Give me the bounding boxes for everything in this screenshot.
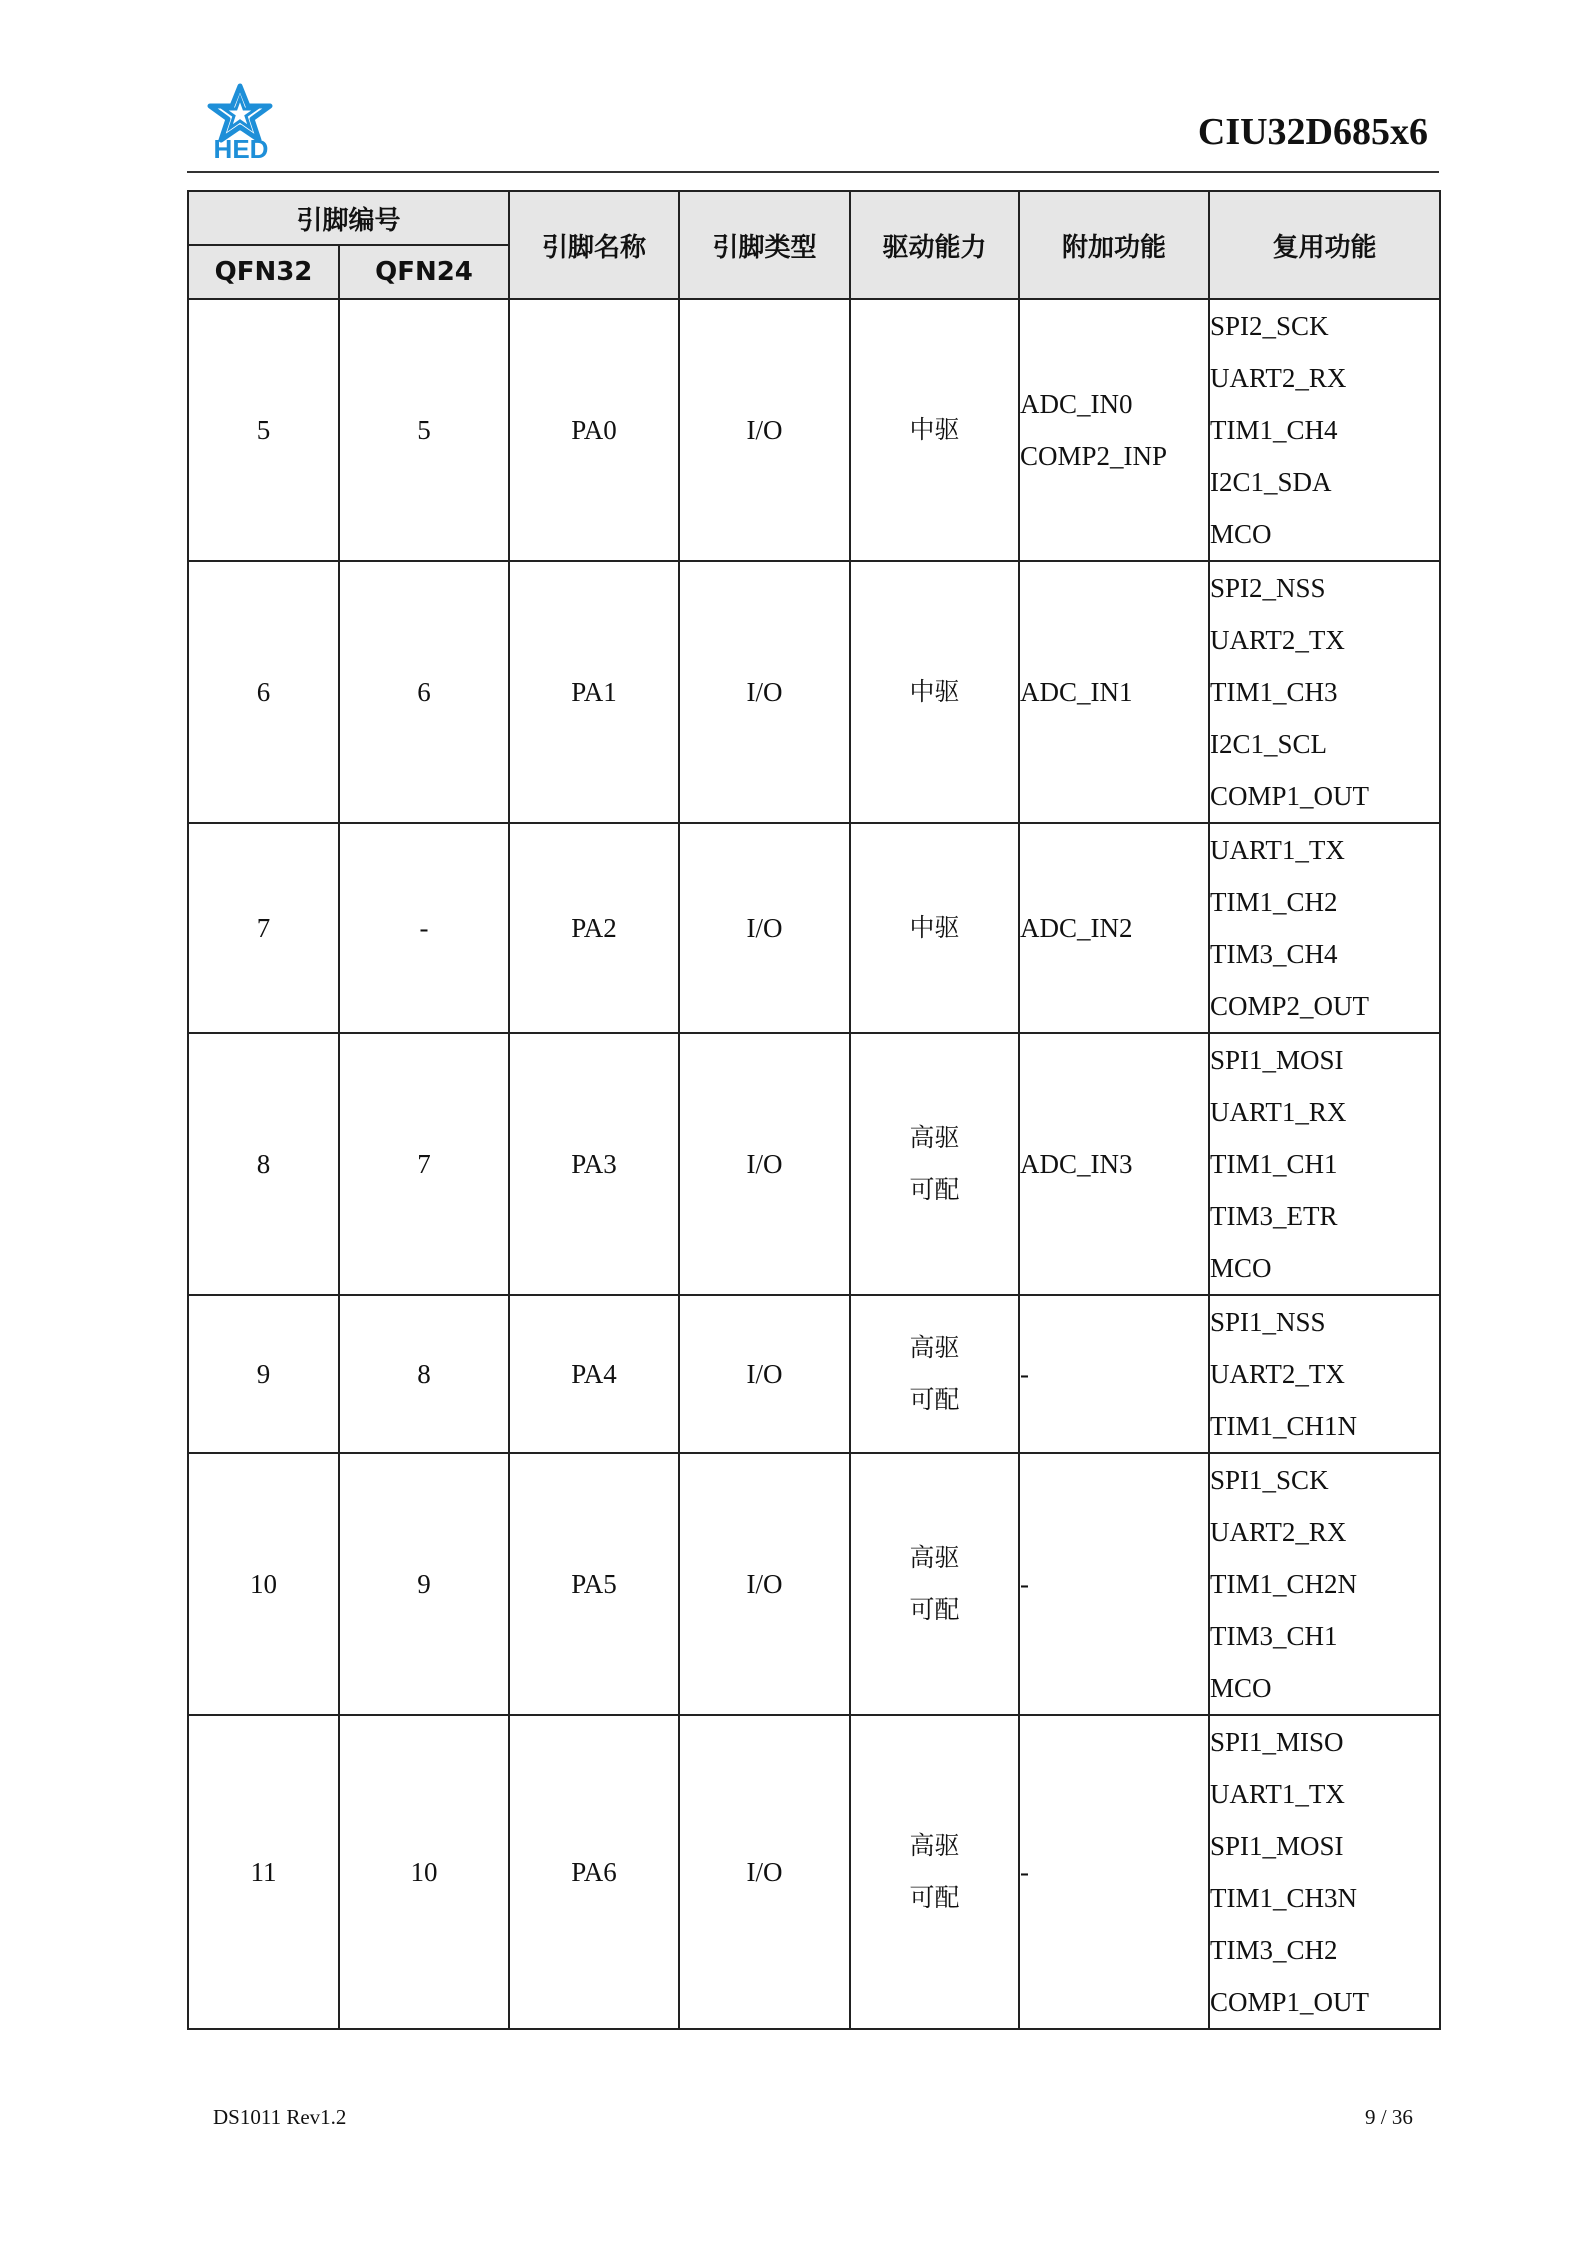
table-row: [188, 561, 1440, 823]
drive-line: 可配: [909, 1175, 960, 1204]
alternate-line: SPI1_SCK: [1210, 1465, 1329, 1495]
drive-line: 高驱: [909, 1123, 960, 1152]
alternate-line: UART2_TX: [1210, 1359, 1345, 1389]
drive-line: 可配: [909, 1883, 960, 1912]
drive-line: 高驱: [909, 1333, 960, 1362]
cell-pin-type: I/O: [679, 1033, 850, 1295]
alternate-line: TIM1_CH3: [1210, 677, 1338, 707]
additional-line: ADC_IN1: [1020, 677, 1133, 707]
alternate-line: TIM3_CH1: [1210, 1621, 1338, 1651]
cell-drive: [850, 1453, 1019, 1715]
alternate-line: UART2_RX: [1210, 1517, 1347, 1547]
drive-line: 中驱: [909, 677, 960, 706]
cell-drive: [850, 561, 1019, 823]
drive-line: 高驱: [909, 1831, 960, 1860]
drive-line: 高驱: [909, 1543, 960, 1572]
footer-doc-id: DS1011 Rev1.2: [213, 2105, 347, 2129]
cell-qfn32: 7: [188, 823, 339, 1033]
cell-alternate: [1209, 1715, 1440, 2029]
logo-text: HED: [213, 134, 269, 164]
cell-pin-name: PA5: [509, 1453, 679, 1715]
alternate-line: SPI1_MOSI: [1210, 1045, 1344, 1075]
cell-qfn32: 9: [188, 1295, 339, 1453]
alternate-line: TIM1_CH1: [1210, 1149, 1338, 1179]
drive-line: 中驱: [909, 415, 960, 444]
alternate-line: TIM1_CH1N: [1210, 1411, 1358, 1441]
drive-line: 可配: [909, 1595, 960, 1624]
additional-line: ADC_IN3: [1020, 1149, 1133, 1179]
cell-pin-type: I/O: [679, 1453, 850, 1715]
alternate-line: MCO: [1210, 1673, 1272, 1703]
cell-pin-name: PA1: [509, 561, 679, 823]
table-row: [188, 1033, 1440, 1295]
header-pin-name: 引脚名称: [509, 191, 679, 299]
table-row: [188, 299, 1440, 561]
cell-qfn24: 8: [339, 1295, 509, 1453]
cell-alternate: [1209, 299, 1440, 561]
cell-qfn32: 8: [188, 1033, 339, 1295]
cell-alternate: [1209, 823, 1440, 1033]
document-title: CIU32D685x6: [1197, 111, 1428, 153]
cell-qfn24: 9: [339, 1453, 509, 1715]
cell-pin-type: I/O: [679, 823, 850, 1033]
alternate-line: UART1_RX: [1210, 1097, 1347, 1127]
drive-line: 可配: [909, 1385, 960, 1414]
alternate-line: I2C1_SDA: [1210, 467, 1332, 497]
alternate-line: SPI2_NSS: [1210, 573, 1326, 603]
cell-alternate: [1209, 1033, 1440, 1295]
alternate-line: COMP1_OUT: [1210, 781, 1370, 811]
cell-additional: [1019, 1295, 1209, 1453]
alternate-line: MCO: [1210, 519, 1272, 549]
cell-additional: [1019, 1033, 1209, 1295]
additional-line: -: [1020, 1359, 1030, 1389]
header-additional: 附加功能: [1019, 191, 1209, 299]
drive-line: 中驱: [909, 913, 960, 942]
table-row: [188, 1295, 1440, 1453]
alternate-line: SPI1_NSS: [1210, 1307, 1326, 1337]
cell-additional: [1019, 1715, 1209, 2029]
additional-line: ADC_IN2: [1020, 913, 1133, 943]
cell-qfn32: 10: [188, 1453, 339, 1715]
header-divider: [187, 171, 1439, 173]
alternate-line: COMP2_OUT: [1210, 991, 1370, 1021]
alternate-line: SPI2_SCK: [1210, 311, 1329, 341]
cell-alternate: [1209, 1295, 1440, 1453]
cell-additional: [1019, 823, 1209, 1033]
alternate-line: TIM3_CH4: [1210, 939, 1338, 969]
cell-drive: [850, 299, 1019, 561]
alternate-line: SPI1_MOSI: [1210, 1831, 1344, 1861]
cell-pin-type: I/O: [679, 1295, 850, 1453]
cell-additional: [1019, 1453, 1209, 1715]
pin-definition-table: [187, 190, 1441, 2030]
header-pin-type: 引脚类型: [679, 191, 850, 299]
cell-additional: [1019, 299, 1209, 561]
alternate-line: TIM3_ETR: [1210, 1201, 1338, 1231]
cell-drive: [850, 823, 1019, 1033]
cell-alternate: [1209, 561, 1440, 823]
alternate-line: TIM3_CH2: [1210, 1935, 1338, 1965]
cell-alternate: [1209, 1453, 1440, 1715]
cell-pin-type: I/O: [679, 1715, 850, 2029]
alternate-line: UART2_RX: [1210, 363, 1347, 393]
alternate-line: SPI1_MISO: [1210, 1727, 1344, 1757]
cell-qfn24: -: [339, 823, 509, 1033]
alternate-line: UART1_TX: [1210, 835, 1345, 865]
cell-pin-name: PA3: [509, 1033, 679, 1295]
cell-drive: [850, 1715, 1019, 2029]
table-row: [188, 1715, 1440, 2029]
additional-line: -: [1020, 1569, 1030, 1599]
alternate-line: UART1_TX: [1210, 1779, 1345, 1809]
header-pin-number: 引脚编号: [188, 191, 509, 245]
footer-page-number: 9 / 36: [1365, 2105, 1413, 2129]
cell-qfn24: 6: [339, 561, 509, 823]
cell-qfn24: 5: [339, 299, 509, 561]
cell-qfn32: 6: [188, 561, 339, 823]
cell-additional: [1019, 561, 1209, 823]
cell-pin-name: PA2: [509, 823, 679, 1033]
cell-pin-type: I/O: [679, 299, 850, 561]
cell-qfn24: 7: [339, 1033, 509, 1295]
cell-pin-name: PA0: [509, 299, 679, 561]
alternate-line: I2C1_SCL: [1210, 729, 1328, 759]
alternate-line: TIM1_CH3N: [1210, 1883, 1358, 1913]
alternate-line: COMP1_OUT: [1210, 1987, 1370, 2017]
cell-drive: [850, 1295, 1019, 1453]
header-alternate: 复用功能: [1209, 191, 1440, 299]
table-row: [188, 1453, 1440, 1715]
table-row: [188, 823, 1440, 1033]
cell-drive: [850, 1033, 1019, 1295]
alternate-line: TIM1_CH4: [1210, 415, 1338, 445]
alternate-line: MCO: [1210, 1253, 1272, 1283]
header-qfn32: QFN32: [188, 245, 339, 299]
cell-qfn24: 10: [339, 1715, 509, 2029]
cell-pin-type: I/O: [679, 561, 850, 823]
cell-qfn32: 5: [188, 299, 339, 561]
cell-pin-name: PA6: [509, 1715, 679, 2029]
additional-line: -: [1020, 1857, 1030, 1887]
header-qfn24: QFN24: [339, 245, 509, 299]
alternate-line: TIM1_CH2: [1210, 887, 1338, 917]
additional-line: ADC_IN0: [1020, 389, 1133, 419]
cell-qfn32: 11: [188, 1715, 339, 2029]
alternate-line: TIM1_CH2N: [1210, 1569, 1358, 1599]
cell-pin-name: PA4: [509, 1295, 679, 1453]
alternate-line: UART2_TX: [1210, 625, 1345, 655]
header-drive: 驱动能力: [850, 191, 1019, 299]
additional-line: COMP2_INP: [1020, 441, 1168, 471]
